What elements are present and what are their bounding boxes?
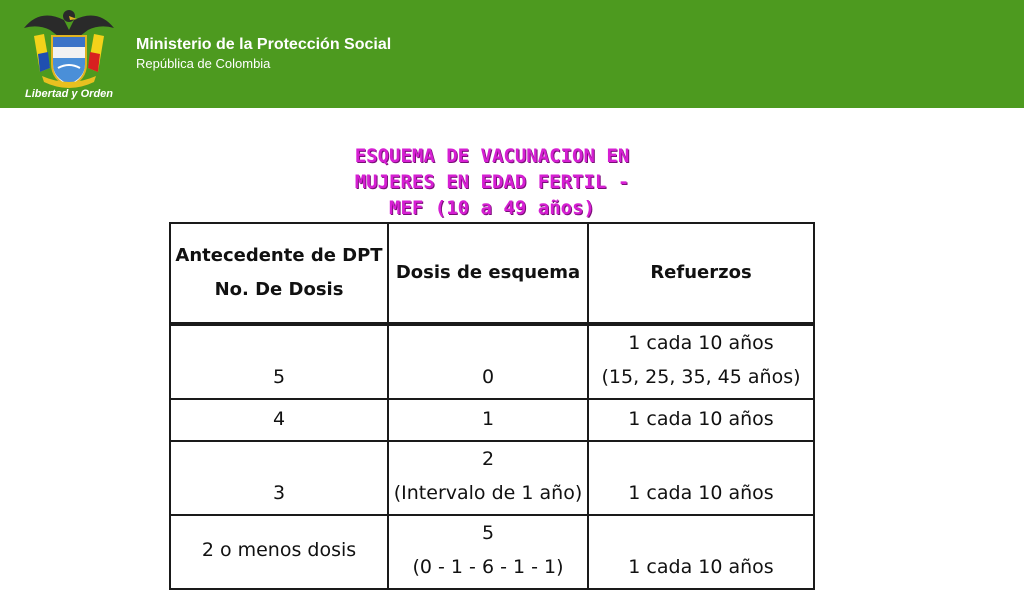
cell-line: 5: [481, 522, 495, 544]
cell-line: 1 cada 10 años: [628, 556, 774, 578]
coat-of-arms-logo: [20, 6, 118, 104]
header-cell-dosis: [388, 223, 588, 324]
table-cell: [588, 399, 814, 441]
slide-title: ESQUEMA DE VACUNACION EN MUJERES EN EDAD FERTIL - MEF (10 a 49 años): [354, 145, 630, 219]
header-line: No. De Dosis: [214, 279, 344, 300]
cell-line: 1: [481, 408, 495, 430]
cell-line: (Intervalo de 1 año): [393, 482, 583, 504]
table-cell: [170, 399, 388, 441]
table-cell: [170, 324, 388, 399]
cell-line: 3: [272, 482, 286, 504]
cell-line: 1 cada 10 años: [628, 332, 774, 354]
condor-shield-icon: [20, 6, 118, 90]
table-header-row: [170, 223, 814, 324]
table-row: [170, 324, 814, 399]
cell-line: 2: [481, 448, 495, 470]
header-line: Antecedente de DPT: [175, 245, 383, 266]
vaccination-table: [169, 222, 815, 590]
table-cell: [588, 515, 814, 589]
table-cell: [388, 441, 588, 515]
table-row: [170, 515, 814, 589]
table-cell: [170, 441, 388, 515]
cell-line: (0 - 1 - 6 - 1 - 1): [412, 556, 564, 578]
header-line: Dosis de esquema: [395, 262, 581, 283]
table-cell: [388, 324, 588, 399]
header-bar: [0, 0, 1024, 108]
cell-line: 1 cada 10 años: [628, 482, 774, 504]
cell-line: 5: [272, 366, 286, 388]
cell-line: (15, 25, 35, 45 años): [601, 366, 801, 388]
table-row: [170, 399, 814, 441]
table-cell: [388, 515, 588, 589]
cell-line: 1 cada 10 años: [628, 408, 774, 430]
cell-line: 0: [481, 366, 495, 388]
cell-line: 2 o menos dosis: [201, 539, 357, 561]
header-cell-antecedente: [170, 223, 388, 324]
ministry-name: Ministerio de la Protección Social: [136, 36, 392, 53]
table-cell: [588, 441, 814, 515]
table-cell: [170, 515, 388, 589]
table-cell: [388, 399, 588, 441]
table-cell: [588, 324, 814, 399]
motto-text: Libertad y Orden: [24, 88, 114, 100]
table-row: [170, 441, 814, 515]
ministry-label: [136, 36, 391, 71]
cell-line: 4: [272, 408, 286, 430]
header-line: Refuerzos: [650, 262, 752, 283]
header-cell-refuerzos: [588, 223, 814, 324]
country-name: República de Colombia: [136, 56, 271, 71]
